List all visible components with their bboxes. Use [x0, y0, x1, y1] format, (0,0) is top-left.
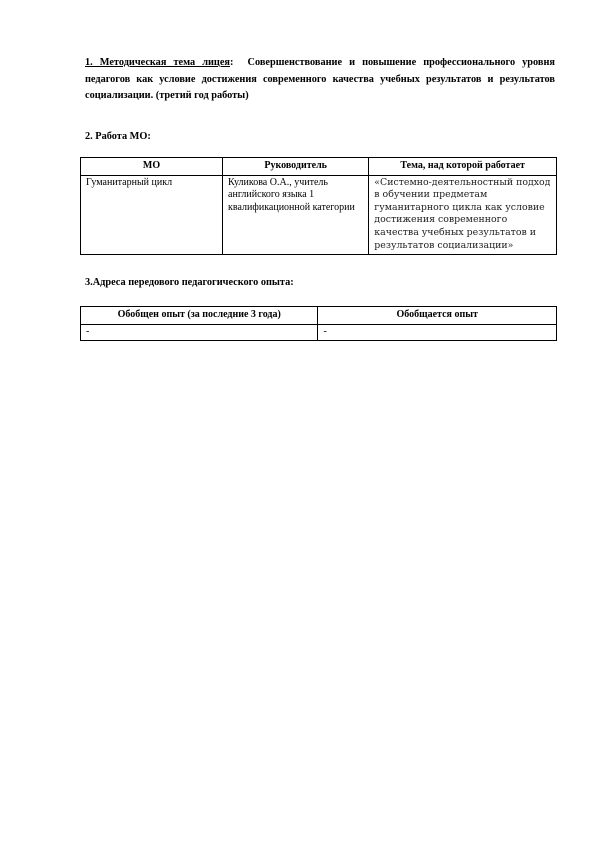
- mo-column-header: МО: [81, 158, 223, 176]
- methodical-theme-heading: 1. Методическая тема лицея: [85, 57, 230, 68]
- methodical-theme-text: Совершенствование и повышение профессионального уровня педагогов как условие достижения современного качества учебных результатов и результатов социализации. (третий год работы): [85, 57, 555, 101]
- methodical-theme-paragraph: [85, 55, 555, 105]
- experience-table: [80, 306, 557, 341]
- being-generalized-cell: -: [318, 324, 557, 341]
- mo-table: [80, 157, 557, 255]
- methodical-theme-colon: :: [229, 57, 234, 68]
- mo-cell: Гуманитарный цикл: [81, 175, 223, 255]
- topic-column-header: Тема, над которой работает: [369, 158, 557, 176]
- table-row: [81, 324, 557, 341]
- topic-cell: «Системно-деятельностный подход в обучении предметам гуманитарного цикла как условие достижения современного качества учебных результатов и результатов социализации»: [369, 175, 557, 255]
- experience-table-header-row: [81, 307, 557, 325]
- mo-table-header-row: [81, 158, 557, 176]
- table-row: [81, 175, 557, 255]
- generalized-column-header: Обобщен опыт (за последние 3 года): [81, 307, 318, 325]
- leader-cell: Куликова О.А., учитель английского языка 1 квалификационной категории: [223, 175, 369, 255]
- best-practice-heading: 3.Адреса передового педагогического опыта:: [85, 277, 294, 288]
- mo-work-heading: 2. Работа МО:: [85, 131, 151, 142]
- generalized-cell: -: [81, 324, 318, 341]
- being-generalized-column-header: Обобщается опыт: [318, 307, 557, 325]
- leader-column-header: Руководитель: [223, 158, 369, 176]
